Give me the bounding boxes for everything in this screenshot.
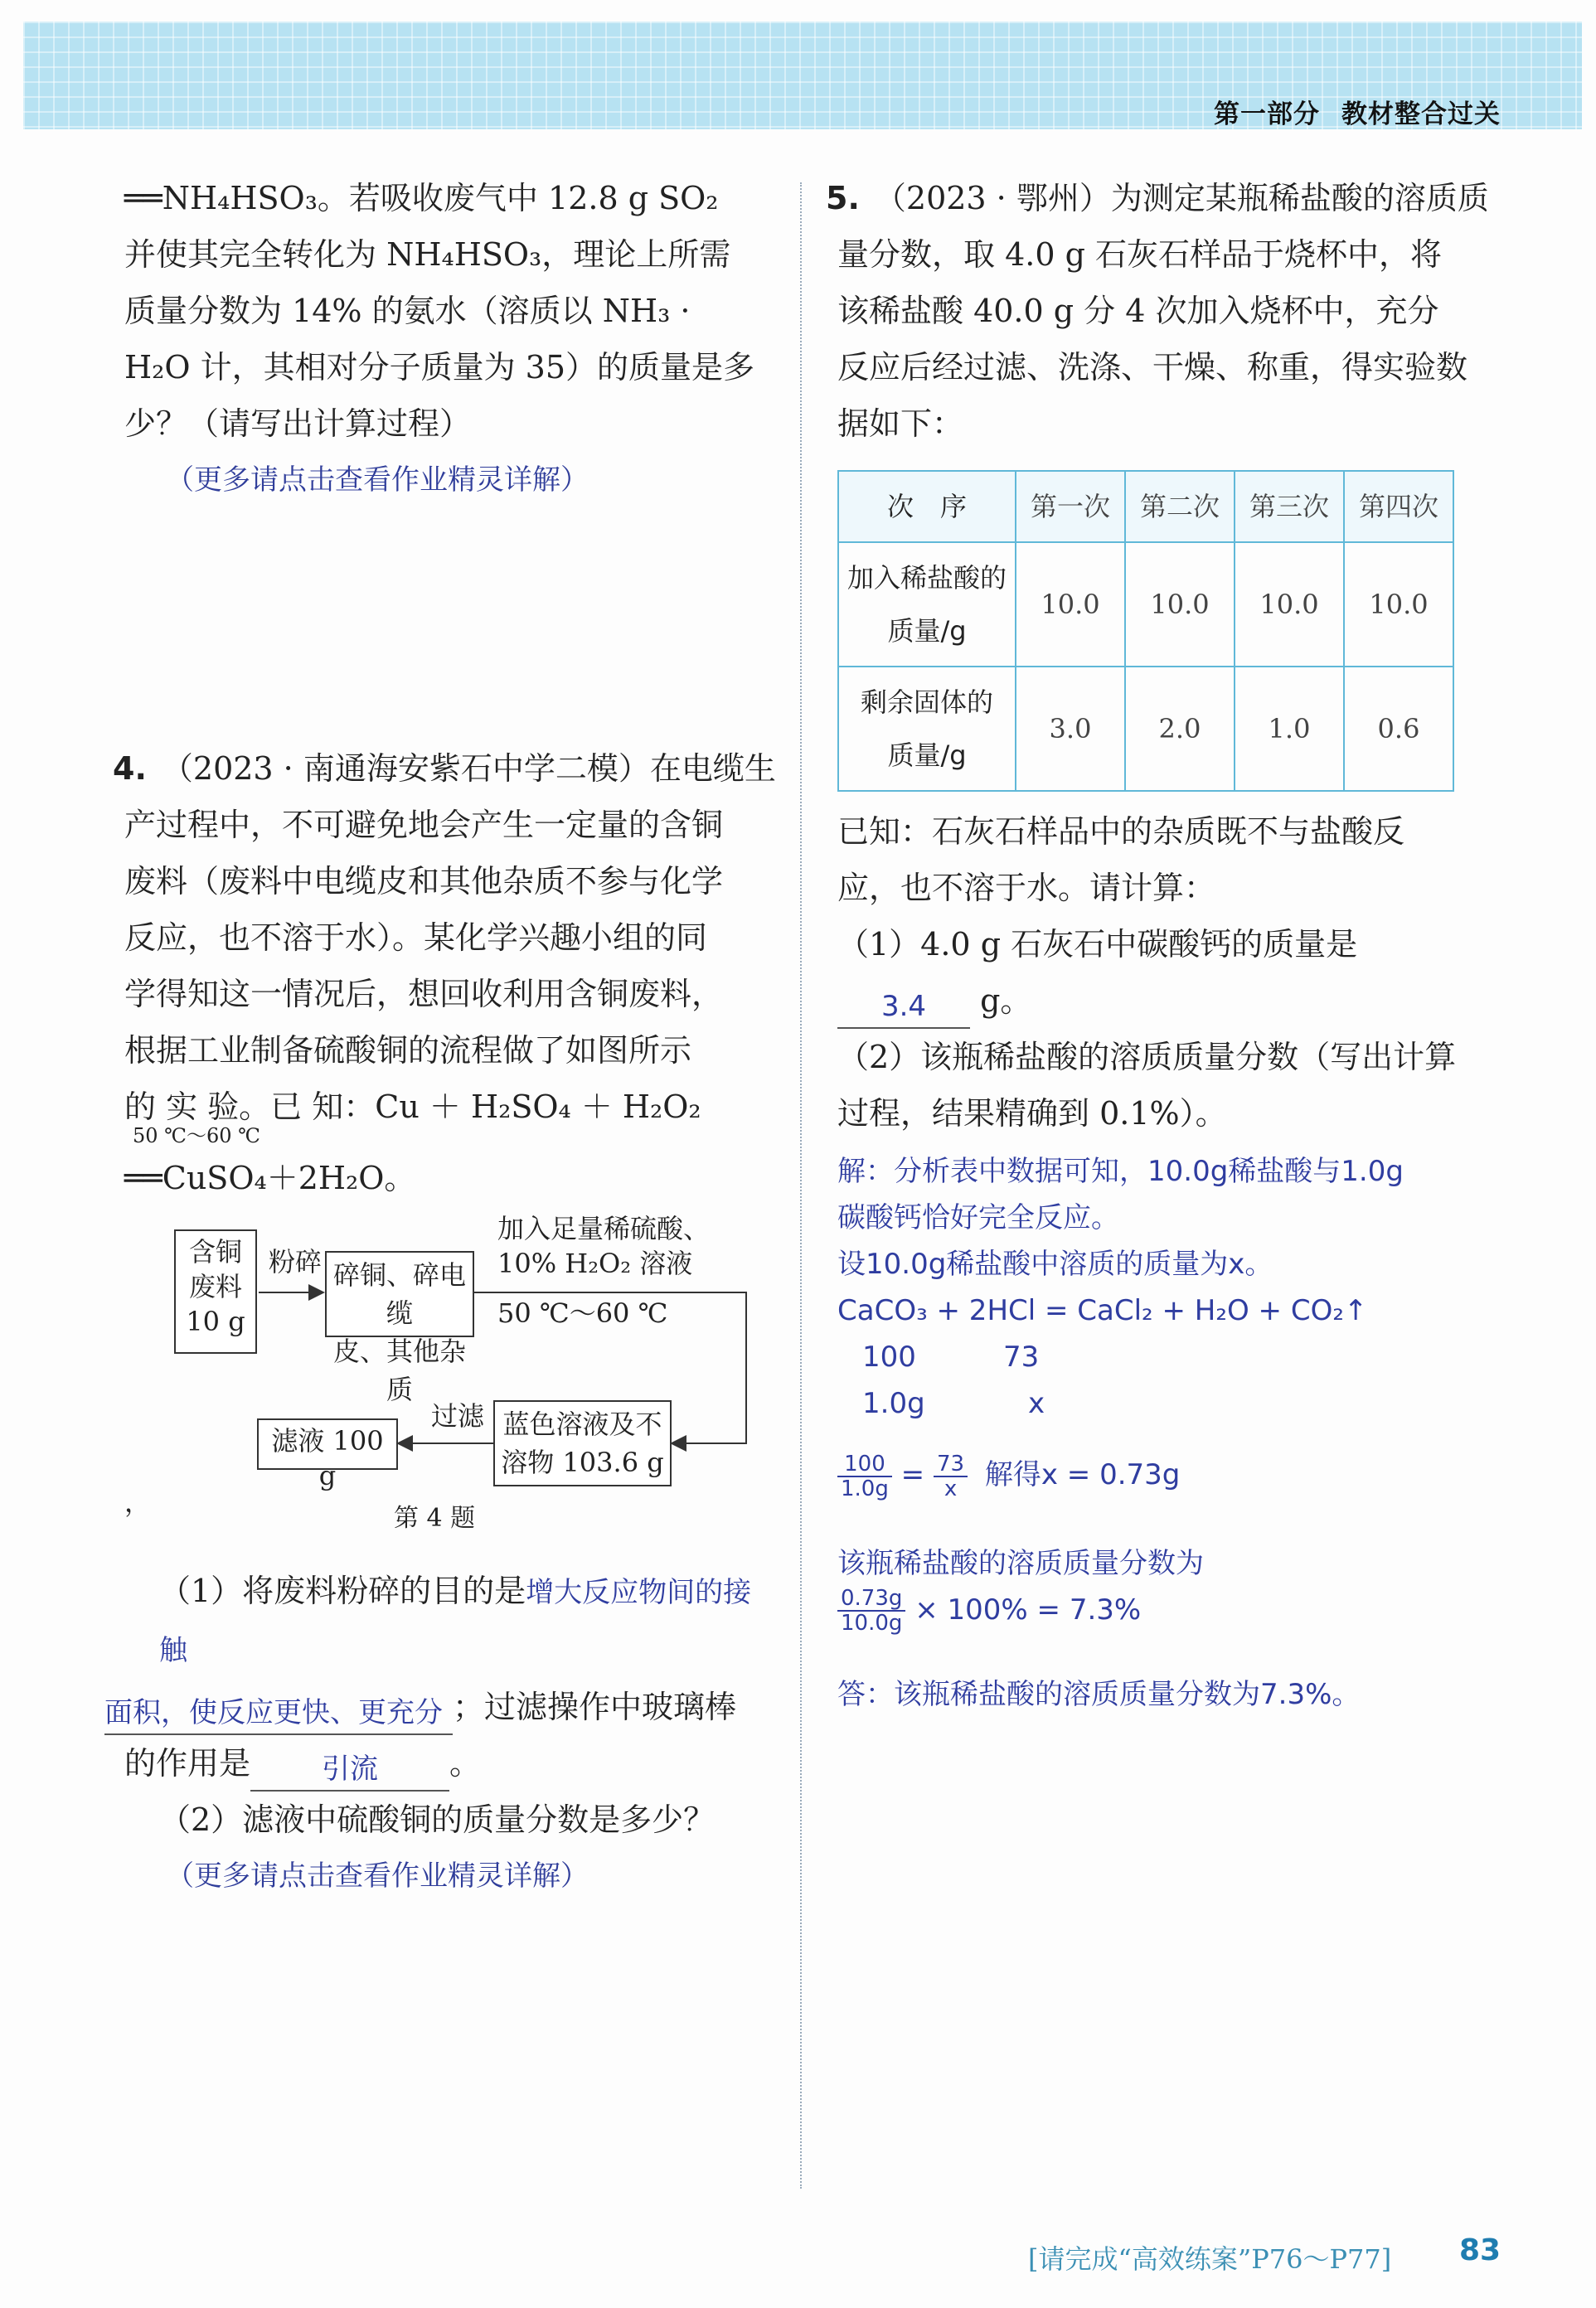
table-cell: 10.0 (1235, 542, 1344, 667)
flow-reagent (497, 1211, 710, 1331)
flow-box-blue-solution (493, 1400, 672, 1486)
fraction (837, 1452, 892, 1501)
row-label (838, 542, 1016, 667)
table-header: 第三次 (1235, 471, 1344, 542)
flow-box-copper-waste (174, 1229, 257, 1354)
right-column (826, 170, 1501, 1718)
q4-detail-link[interactable]: （更多请点击查看作业精灵详解） (166, 1859, 589, 1893)
q5-line: 该稀盐酸 40.0 g 分 4 次加入烧杯中，充分 (837, 293, 1439, 329)
flow-label-crush: 粉碎 (269, 1246, 323, 1278)
practice-note: [请完成“高效练案”P76～P77] (1028, 2243, 1392, 2275)
q3-line: 质量分数为 14% 的氨水（溶质以 NH₃ · (124, 293, 691, 329)
left-column (104, 170, 779, 1904)
solve-result: 解得x = 0.73g (984, 1458, 1181, 1491)
solution-line: 碳酸钙恰好完全反应。 (837, 1201, 1119, 1234)
fraction (837, 1587, 905, 1635)
q5-line: 量分数，取 4.0 g 石灰石样品于烧杯中，将 (837, 236, 1442, 273)
table-cell: 1.0 (1235, 667, 1344, 791)
known-line: 已知：石灰石样品中的杂质既不与盐酸反 (837, 813, 1405, 850)
flow-text: 蓝色溶液及不 (502, 1409, 662, 1440)
chapter-label: 教材整合过关 (1341, 99, 1501, 129)
row-label (838, 667, 1016, 791)
flow-text: 10% H₂O₂ 溶液 (497, 1248, 693, 1279)
q4-equation-tail: ══CuSO₄＋2H₂O。 (124, 1160, 416, 1196)
flow-text: 含铜 (188, 1236, 242, 1268)
q4-line: （2023 · 南通海安紫石中学二模）在电缆生 (161, 750, 776, 787)
q4-line: 根据工业制备硫酸铜的流程做了如图所示 (124, 1032, 692, 1069)
given-mass: x (1028, 1387, 1045, 1420)
numerator: 100 (837, 1452, 892, 1477)
unit: g。 (980, 982, 1032, 1019)
q4-line: 学得知这一情况后，想回收利用含铜废料， (124, 976, 724, 1012)
q3-line: 并使其完全转化为 NH₄HSO₃，理论上所需 (124, 236, 731, 273)
q4-sub1-tail: 的作用是 (124, 1745, 251, 1782)
flow-text: 皮、其他杂质 (332, 1336, 466, 1405)
flow-text: 50 ℃～60 ℃ (497, 1297, 668, 1329)
flow-text: 废料 (188, 1271, 242, 1302)
table-header: 次 序 (838, 471, 1016, 542)
flow-text: 10 g (186, 1306, 245, 1337)
flow-box-crushed (325, 1251, 474, 1405)
molar-mass: 100 (862, 1341, 916, 1374)
experiment-table (837, 470, 1454, 792)
q5-line: 反应后经过滤、洗涤、干燥、称重，得实验数 (837, 349, 1468, 385)
reaction-condition: 50 ℃～60 ℃ (133, 1124, 261, 1147)
flow-label-filter: 过滤 (431, 1400, 485, 1432)
final-answer: 答：该瓶稀盐酸的溶质质量分数为7.3%。 (837, 1678, 1361, 1711)
flow-text: 加入足量稀硫酸、 (497, 1213, 711, 1244)
numerator: 73 (934, 1452, 968, 1477)
table-cell: 0.6 (1344, 667, 1453, 791)
q4-line: 产过程中，不可避免地会产生一定量的含铜 (124, 807, 724, 843)
flow-box-filtrate: 滤液 100 g (257, 1418, 398, 1470)
q5-line: （2023 · 鄂州）为测定某瓶稀盐酸的溶质质 (874, 180, 1489, 216)
denominator: 10.0g (841, 1611, 903, 1636)
denominator: x (944, 1476, 958, 1501)
row-label-text: 质量/g (887, 739, 967, 771)
row-label-text: 质量/g (887, 615, 967, 647)
given-mass: 1.0g (862, 1387, 925, 1420)
solution-line: 设10.0g稀盐酸中溶质的质量为x。 (837, 1248, 1273, 1281)
table-cell: 10.0 (1016, 542, 1125, 667)
q5-number: 5. (826, 180, 860, 216)
solution: 解：分析表中数据可知，10.0g稀盐酸与1.0g 碳酸钙恰好完全反应。 设10.0g稀盐酸中溶质的质量为x。 CaCO₃ + 2HCl = CaCl₂ + H₂O + CO₂↑ 100 73 1.0g x $\frac{100}{1.0g}$ = $\frac{73}{x}$ 解得x = 0.73g 该瓶稀盐酸的溶质质量分数为 $\frac{0.73g}{10.0g}$ × 100% = 7.3% 答：该瓶稀盐酸的溶质质量分数为7.3%。 (837, 1148, 1501, 1718)
q4-number: 4. (113, 750, 147, 787)
q5-sub2: （2）该瓶稀盐酸的溶质质量分数（写出计算 (837, 1039, 1457, 1075)
fraction (934, 1452, 968, 1501)
flow-comma: ， (124, 1486, 152, 1518)
flow-diagram (108, 1211, 763, 1559)
q4-sub1: （1）将废料粉碎的目的是 (159, 1573, 526, 1609)
q3-line: ══NH₄HSO₃。若吸收废气中 12.8 g SO₂ (124, 180, 719, 216)
row-label-text: 剩余固体的 (860, 686, 993, 718)
table-cell: 2.0 (1125, 667, 1235, 791)
solution-line: 该瓶稀盐酸的溶质质量分数为 (837, 1546, 1204, 1580)
q4-line: 废料（废料中电缆皮和其他杂质不参与化学 (124, 863, 724, 899)
numerator: 0.73g (837, 1587, 905, 1612)
q5-sub2: 过程，结果精确到 0.1%）。 (837, 1095, 1227, 1132)
q5-sub1: （1）4.0 g 石灰石中碳酸钙的质量是 (837, 926, 1358, 962)
flow-text: 溶物 103.6 g (501, 1447, 664, 1478)
denominator: 1.0g (841, 1476, 889, 1501)
chemical-equation: CaCO₃ + 2HCl = CaCl₂ + H₂O + CO₂↑ (837, 1294, 1368, 1327)
q4-answer-glass-rod: 引流 (250, 1748, 449, 1792)
q5-answer-caco3: 3.4 (837, 986, 970, 1029)
row-label-text: 加入稀盐酸的 (847, 562, 1007, 594)
q4-sub2: （2）滤液中硫酸铜的质量分数是多少？ (159, 1801, 716, 1838)
q3-line: 少？（请写出计算过程） (124, 405, 472, 442)
table-cell: 10.0 (1344, 542, 1453, 667)
table-header-row (838, 471, 1453, 542)
table-row (838, 667, 1453, 791)
q4-line: 的 实 验。已 知：Cu ＋ H₂SO₄ ＋ H₂O₂ (124, 1089, 701, 1125)
q4-sub1-mid: ；过滤操作中玻璃棒 (453, 1689, 737, 1725)
figure-caption: 第 4 题 (394, 1504, 476, 1533)
answer-space (124, 508, 779, 740)
section-header (1192, 93, 1501, 130)
column-divider (800, 182, 802, 2189)
section-label: 第一部分 (1214, 99, 1320, 129)
known-line: 应，也不溶于水。请计算： (837, 870, 1216, 906)
table-cell: 3.0 (1016, 667, 1125, 791)
solution-line: 解：分析表中数据可知，10.0g稀盐酸与1.0g (837, 1155, 1404, 1188)
period: 。 (449, 1745, 482, 1782)
table-header: 第四次 (1344, 471, 1453, 542)
flow-text: 碎铜、碎电缆 (332, 1259, 466, 1329)
q3-line: H₂O 计，其相对分子质量为 35）的质量是多 (124, 349, 755, 385)
q3-detail-link[interactable]: （更多请点击查看作业精灵详解） (166, 463, 589, 497)
table-cell: 10.0 (1125, 542, 1235, 667)
q4-answer-purpose: 增大反应物间的接触 (159, 1576, 752, 1667)
molar-mass: 73 (1003, 1341, 1040, 1374)
table-header: 第二次 (1125, 471, 1235, 542)
q5-line: 据如下： (837, 405, 964, 442)
table-header: 第一次 (1016, 471, 1125, 542)
percent-result: × 100% = 7.3% (914, 1593, 1142, 1627)
table-row (838, 542, 1453, 667)
q4-line: 反应，也不溶于水）。某化学兴趣小组的同 (124, 919, 708, 956)
q4-answer-blank: 面积，使反应更快、更充分 (104, 1692, 453, 1735)
page-number: 83 (1459, 2233, 1501, 2267)
